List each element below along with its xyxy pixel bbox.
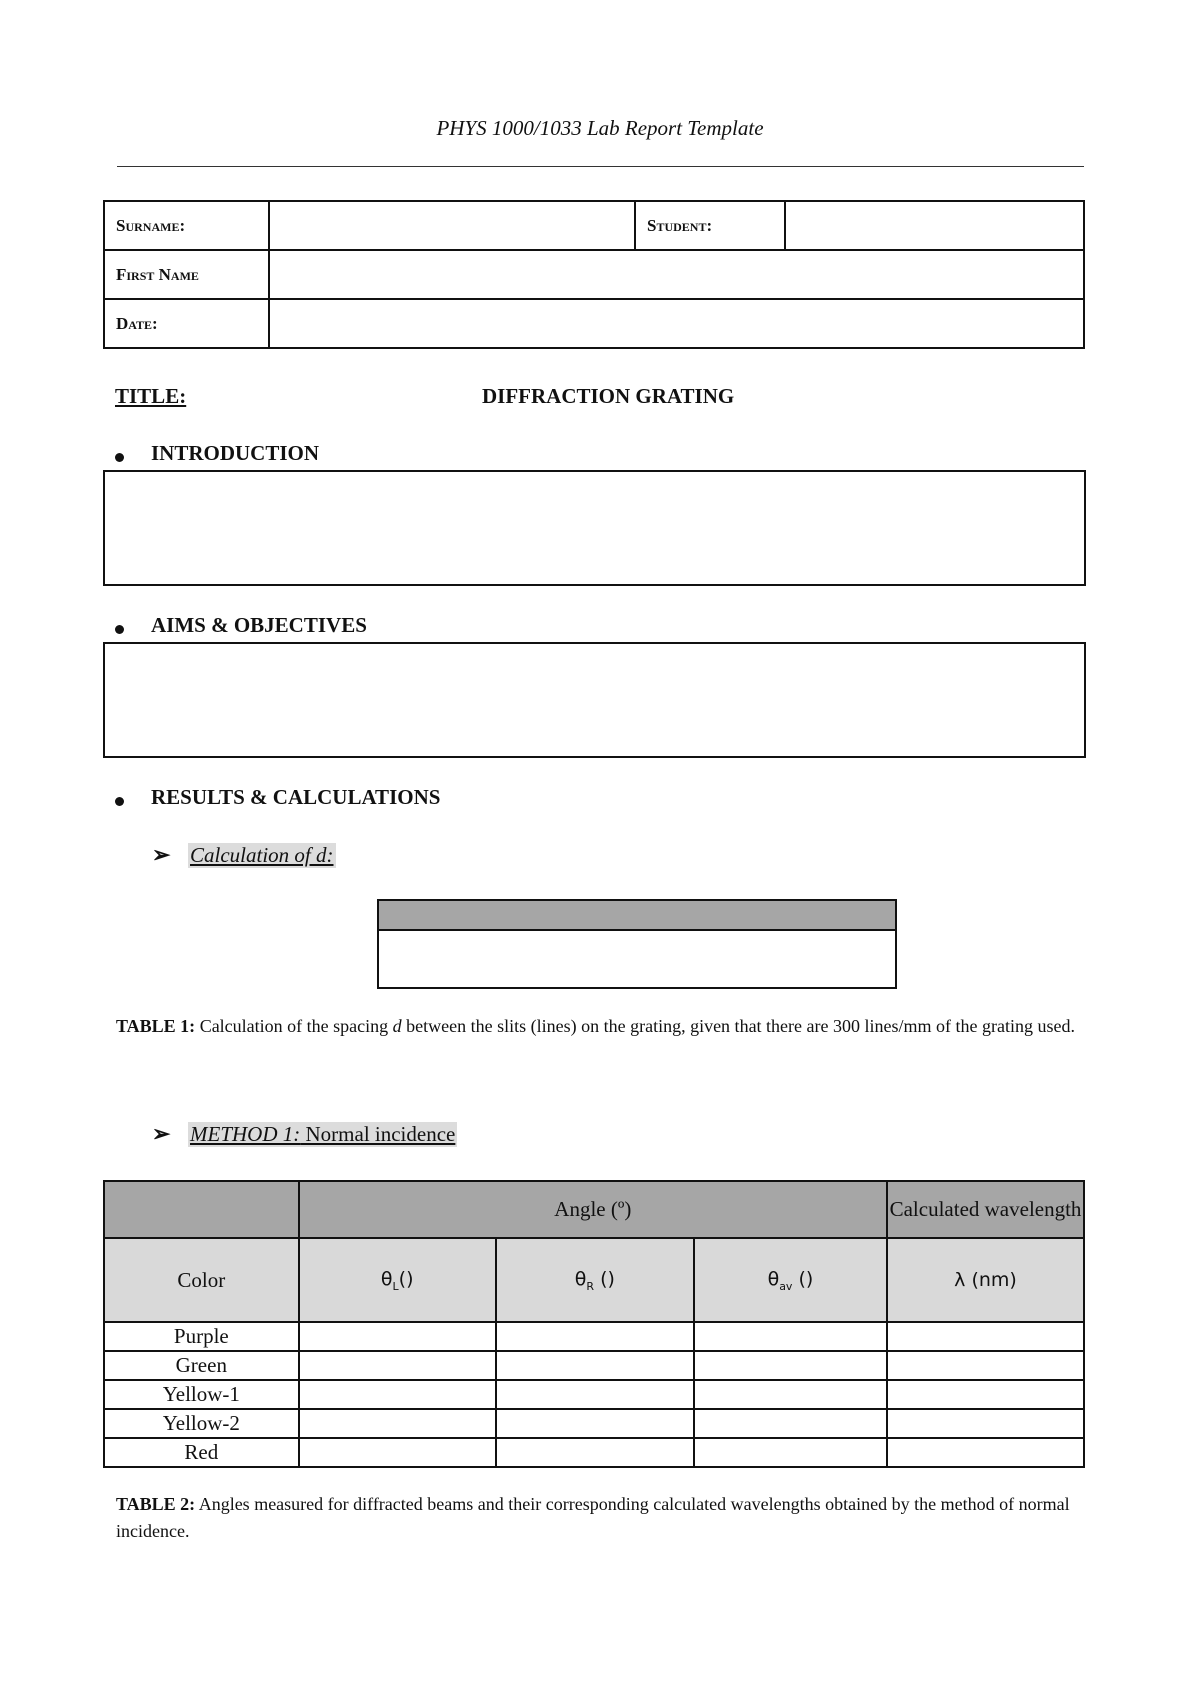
theta-r-cell[interactable] [496,1380,694,1409]
lambda-cell[interactable] [887,1380,1084,1409]
theta-l-cell[interactable] [299,1438,496,1467]
calculation-of-d-heading: Calculation of d: [190,843,334,867]
arrow-bullet-icon: ➢ [152,842,171,867]
theta-av-cell[interactable] [694,1351,887,1380]
first-name-field[interactable] [269,250,1084,299]
method1-heading [188,1122,457,1147]
color-cell: Yellow-2 [104,1409,299,1438]
results-table [103,1180,1085,1468]
blank-header-cell [104,1181,299,1238]
surname-field[interactable] [269,201,635,250]
method1-heading-plain: Normal incidence [300,1122,456,1146]
color-cell: Red [104,1438,299,1467]
theta-r-cell[interactable] [496,1438,694,1467]
theta-r-cell[interactable] [496,1322,694,1351]
experiment-title: DIFFRACTION GRATING [482,384,735,408]
date-label: Date: [104,299,269,348]
angle-header: Angle (º) [299,1181,887,1238]
table-row [104,1351,1084,1380]
theta-l-cell[interactable] [299,1409,496,1438]
surname-label: Surname: [104,201,269,250]
table1-caption-var: d [392,1016,402,1036]
table1-caption-text-a: Calculation of the spacing [195,1016,393,1036]
theta-l-cell[interactable] [299,1351,496,1380]
document-header-title: PHYS 1000/1033 Lab Report Template [436,116,764,140]
table-row [104,1322,1084,1351]
calculation-of-d-header-cell [377,899,897,931]
aims-objectives-heading: AIMS & OBJECTIVES [151,613,367,637]
introduction-box[interactable] [103,470,1086,586]
theta-l-cell[interactable] [299,1380,496,1409]
lambda-cell[interactable] [887,1438,1084,1467]
table-row [104,1380,1084,1409]
theta-r-header: $\theta_R$ () [496,1238,694,1322]
header-rule [117,166,1084,167]
theta-r-cell[interactable] [496,1409,694,1438]
table1-caption [116,1013,1076,1040]
method1-heading-italic: METHOD 1: [190,1122,301,1146]
table2-caption [116,1491,1091,1545]
introduction-heading: INTRODUCTION [151,441,320,465]
results-calculations-heading: RESULTS & CALCULATIONS [151,785,441,809]
theta-r-cell[interactable] [496,1351,694,1380]
arrow-bullet-icon: ➢ [152,1121,171,1146]
table-row [104,1409,1084,1438]
color-header: Color [104,1238,299,1322]
student-info-table [103,200,1085,349]
bullet-icon [115,797,124,806]
aims-objectives-box[interactable] [103,642,1086,758]
bullet-icon [115,625,124,634]
lambda-cell[interactable] [887,1351,1084,1380]
color-cell: Purple [104,1322,299,1351]
calculated-wavelength-header: Calculated wavelength [887,1181,1084,1238]
lambda-header: λ (nm) [887,1238,1084,1322]
lambda-cell[interactable] [887,1409,1084,1438]
bullet-icon [115,453,124,462]
student-label: Student: [635,201,785,250]
theta-av-cell[interactable] [694,1409,887,1438]
theta-av-cell[interactable] [694,1438,887,1467]
title-label: TITLE: [115,384,187,408]
calculation-of-d-value-cell[interactable] [377,931,897,989]
table-row [104,1438,1084,1467]
theta-av-cell[interactable] [694,1380,887,1409]
theta-av-cell[interactable] [694,1322,887,1351]
theta-av-header: $\theta_{av}$ () [694,1238,887,1322]
color-cell: Yellow-1 [104,1380,299,1409]
theta-l-cell[interactable] [299,1322,496,1351]
student-field[interactable] [785,201,1084,250]
table2-caption-text: Angles measured for diffracted beams and their corresponding calculated wavelengths obtained by the method of normal incidence. [116,1494,1070,1541]
date-field[interactable] [269,299,1084,348]
lambda-cell[interactable] [887,1322,1084,1351]
table1-caption-text-b: between the slits (lines) on the grating, given that there are 300 lines/mm of the grating used. [401,1016,1075,1036]
first-name-label: First Name [104,250,269,299]
table1-caption-label: TABLE 1: [116,1016,196,1036]
calculation-of-d-table [377,899,897,989]
theta-l-header: $\theta_L()$ [299,1238,496,1322]
table2-caption-label: TABLE 2: [116,1494,196,1514]
color-cell: Green [104,1351,299,1380]
